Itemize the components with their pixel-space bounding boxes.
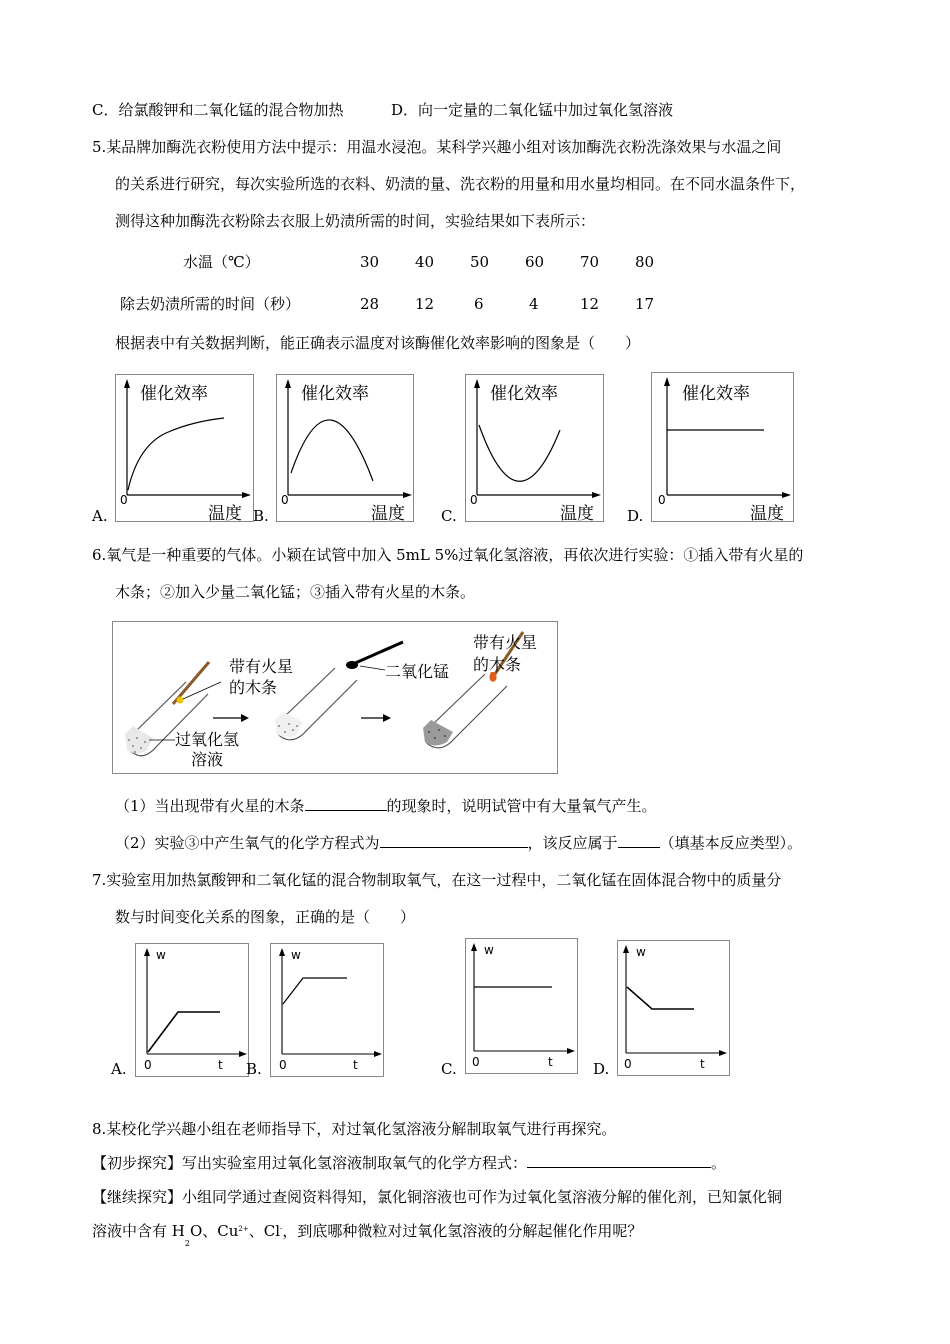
x-axis-arrow — [782, 492, 791, 498]
graph-ylabel: w — [291, 948, 301, 962]
graph-origin: 0 — [624, 1057, 632, 1071]
q5-graph-d — [651, 372, 794, 522]
y-axis-arrow — [474, 379, 480, 388]
x-axis-arrow — [567, 1048, 575, 1054]
graph-xlabel: t — [700, 1057, 705, 1071]
table-cell: 50 — [470, 253, 490, 271]
q6-sub2-blank-type[interactable] — [618, 833, 660, 848]
q8-explore1-pre: 【初步探究】写出实验室用过氧化氢溶液制取氧气的化学方程式： — [92, 1154, 528, 1172]
table-cell: 28 — [360, 295, 380, 313]
graph-origin: 0 — [120, 493, 128, 507]
option-label-a: A. — [111, 1060, 127, 1078]
option-label-d: D. — [593, 1060, 610, 1078]
q6-sub2-post: （填基本反应类型）。 — [659, 834, 803, 852]
q8-intro: 8.某校化学兴趣小组在老师指导下，对过氧化氢溶液分解制取氧气进行再探究。 — [92, 1120, 617, 1138]
curve-valley — [479, 425, 560, 481]
arrow-2-icon — [361, 714, 391, 722]
q5-intro-line2: 的关系进行研究，每次实验所选的衣料、奶渍的量、洗衣粉的用量和用水量均相同。在不同水温条件下， — [115, 175, 806, 193]
curve-arch — [291, 420, 373, 481]
option-label-c: C. — [441, 507, 457, 525]
pointer-line — [360, 666, 385, 670]
graph-ylabel: 催化效率 — [682, 384, 750, 404]
q5-intro-line1: 5.某品牌加酶洗衣粉使用方法中提示：用温水浸泡。某科学兴趣小组对该加酶洗衣粉洗涤效果与水温之间 — [92, 138, 782, 156]
q6-intro-line1: 6.氧气是一种重要的气体。小颖在试管中加入 5mL 5%过氧化氢溶液，再依次进行实验：①插入带有火星的 — [92, 546, 804, 564]
graph-ylabel: 催化效率 — [490, 384, 558, 404]
table-cell: 12 — [580, 295, 600, 313]
graph-origin: 0 — [658, 493, 666, 507]
q6-intro-line2: 木条；②加入少量二氧化锰；③插入带有火星的木条。 — [115, 583, 476, 601]
table-cell: 40 — [415, 253, 435, 271]
q8-explore2-mid: O、Cu — [189, 1222, 239, 1240]
table-cell: 17 — [635, 295, 655, 313]
table-row1-label: 水温（℃） — [183, 253, 260, 271]
curve — [148, 1012, 220, 1052]
q8-explore1-post: 。 — [711, 1154, 727, 1172]
graph-origin: 0 — [472, 1055, 480, 1069]
table-cell: 30 — [360, 253, 380, 271]
graph-ylabel: 催化效率 — [140, 384, 208, 404]
arrow-1-icon — [213, 714, 249, 722]
q5-graph-a — [115, 374, 254, 522]
table-cell: 70 — [580, 253, 600, 271]
label-stick-3-line2: 的木条 — [472, 655, 521, 674]
q8-explore1 — [92, 1153, 726, 1173]
q8-explore2-mid2: 、Cl — [248, 1222, 280, 1240]
q8-explore2-pre: 溶液中含有 H — [92, 1222, 185, 1240]
y-axis-arrow — [471, 943, 477, 951]
q8-superscript-cl: - — [280, 1225, 283, 1233]
y-axis-arrow — [279, 948, 285, 956]
q5-graph-b — [276, 374, 414, 522]
q6-sub2-mid: ，该反应属于 — [527, 834, 618, 852]
table-row2-label: 除去奶渍所需的时间（秒） — [120, 295, 301, 313]
q7-intro-line1: 7.实验室用加热氯酸钾和二氧化锰的混合物制取氧气，在这一过程中，二氧化锰在固体混合物中的质量分 — [92, 871, 782, 889]
label-stick-1-line1: 带有火星 — [229, 657, 294, 676]
graph-svg — [618, 941, 729, 1075]
q7-graph-c — [465, 938, 578, 1074]
label-liquid-line1: 过氧化氢 — [175, 730, 240, 749]
curve — [627, 987, 694, 1009]
q5-graph-c — [465, 374, 604, 522]
x-axis-arrow — [374, 1051, 382, 1057]
y-axis-arrow — [144, 948, 150, 956]
table-cell: 12 — [415, 295, 435, 313]
graph-ylabel: 催化效率 — [301, 384, 369, 404]
curve — [283, 978, 347, 1004]
graph-svg — [271, 944, 383, 1076]
graph-xlabel: t — [548, 1055, 553, 1069]
option-label-b: B. — [253, 507, 269, 525]
x-axis-arrow — [239, 1051, 247, 1057]
graph-xlabel: t — [353, 1058, 358, 1072]
graph-origin: 0 — [470, 493, 478, 507]
graph-xlabel: 温度 — [208, 504, 242, 524]
option-label-c: C. — [441, 1060, 457, 1078]
y-axis-arrow — [623, 945, 629, 953]
x-axis-arrow — [242, 492, 251, 498]
graph-xlabel: 温度 — [371, 504, 405, 524]
q6-sub2-blank-equation[interactable] — [380, 833, 528, 848]
test-tube-3 — [423, 674, 507, 748]
q6-sub2-pre: （2）实验③中产生氧气的化学方程式为 — [115, 834, 380, 852]
q7-intro-line2: 数与时间变化关系的图象，正确的是（ ） — [115, 908, 416, 926]
q6-sub1-post: 的现象时，说明试管中有大量氧气产生。 — [386, 797, 657, 815]
x-axis-arrow — [592, 492, 601, 498]
label-liquid-line2: 溶液 — [191, 750, 224, 769]
y-axis-arrow — [664, 377, 670, 386]
q8-explore2-line2 — [92, 1221, 643, 1248]
q6-sub1-pre: （1）当出现带有火星的木条 — [115, 797, 305, 815]
q7-graph-d — [617, 940, 730, 1076]
option-label-b: B. — [246, 1060, 262, 1078]
graph-ylabel: w — [484, 943, 494, 957]
graph-xlabel: 温度 — [560, 504, 594, 524]
q5-question: 根据表中有关数据判断，能正确表示温度对该酶催化效率影响的图象是（ ） — [115, 334, 641, 352]
q8-equation-blank[interactable] — [527, 1153, 711, 1168]
graph-xlabel: 温度 — [750, 504, 784, 524]
q5-intro-line3: 测得这种加酶洗衣粉除去衣服上奶渍所需的时间，实验结果如下表所示： — [115, 212, 596, 230]
table-cell: 4 — [529, 295, 539, 313]
q7-graph-b — [270, 943, 384, 1077]
q6-experiment-diagram — [112, 621, 558, 774]
y-axis-arrow — [124, 379, 130, 388]
label-stick-3-line1: 带有火星 — [472, 633, 537, 652]
option-label-a: A. — [92, 507, 108, 525]
y-axis-arrow — [285, 379, 291, 388]
label-stick-1-line2: 的木条 — [229, 678, 278, 697]
graph-ylabel: w — [636, 945, 646, 959]
q6-sub2 — [115, 833, 802, 853]
q6-sub1-blank[interactable] — [305, 796, 387, 811]
curve-rising-saturating — [128, 418, 224, 490]
test-tube-2 — [275, 668, 357, 740]
q8-explore2-line1: 【继续探究】小组同学通过查阅资料得知，氯化铜溶液也可作为过氧化氢溶液分解的催化剂，已知氯化铜 — [92, 1188, 783, 1206]
graph-origin: 0 — [144, 1058, 152, 1072]
q4-option-d: D．向一定量的二氧化锰中加过氧化氢溶液 — [391, 101, 674, 119]
table-cell: 6 — [474, 295, 484, 313]
graph-origin: 0 — [279, 1058, 287, 1072]
x-axis-arrow — [719, 1050, 727, 1056]
table-cell: 60 — [525, 253, 545, 271]
graph-xlabel: t — [218, 1058, 223, 1072]
graph-origin: 0 — [281, 493, 289, 507]
q8-explore2-post: ，到底哪种微粒对过氧化氢溶液的分解起催化作用呢？ — [282, 1222, 643, 1240]
q6-sub1 — [115, 796, 657, 816]
q8-superscript-cu: 2+ — [238, 1225, 249, 1233]
table-cell: 80 — [635, 253, 655, 271]
x-axis-arrow — [403, 492, 412, 498]
q7-graph-a — [135, 943, 249, 1077]
label-mno2: 二氧化锰 — [385, 662, 450, 681]
graph-svg — [466, 939, 577, 1073]
graph-ylabel: w — [156, 948, 166, 962]
q4-option-c: C．给氯酸钾和二氧化锰的混合物加热 — [92, 101, 344, 119]
q8-subscript: 2 — [184, 1239, 190, 1248]
option-label-d: D. — [627, 507, 644, 525]
graph-svg — [136, 944, 248, 1076]
